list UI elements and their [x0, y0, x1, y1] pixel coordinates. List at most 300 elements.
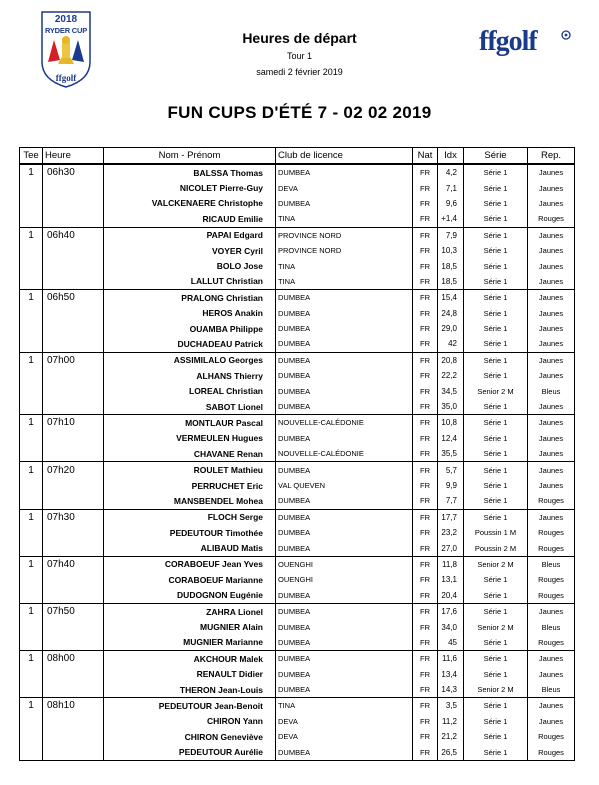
time-cell [43, 588, 104, 604]
tee-cell [20, 336, 43, 352]
handicap-index: 7,9 [438, 227, 464, 243]
nationality: FR [413, 306, 438, 321]
nationality: FR [413, 321, 438, 336]
tee-markers: Jaunes [528, 431, 575, 446]
handicap-index: 20,8 [438, 352, 464, 368]
club-name: NOUVELLE-CALÉDONIE [276, 446, 413, 462]
tee-cell [20, 714, 43, 729]
nationality: FR [413, 415, 438, 431]
player-name: PEDEUTOUR Timothée [104, 525, 276, 540]
club-name: DUMBEA [276, 290, 413, 306]
player-name: CORABOEUF Marianne [104, 572, 276, 587]
tee-cell: 1 [20, 603, 43, 619]
series: Série 1 [464, 258, 528, 273]
series: Série 1 [464, 714, 528, 729]
col-header-serie: Série [464, 148, 528, 165]
player-name: OUAMBA Philippe [104, 321, 276, 336]
time-cell [43, 258, 104, 273]
time-cell [43, 431, 104, 446]
tee-cell [20, 635, 43, 651]
tee-markers: Rouges [528, 540, 575, 556]
time-cell: 07h40 [43, 556, 104, 572]
series: Série 1 [464, 478, 528, 493]
tee-markers: Jaunes [528, 415, 575, 431]
tee-cell: 1 [20, 227, 43, 243]
handicap-index: 11,2 [438, 714, 464, 729]
tee-markers: Jaunes [528, 180, 575, 195]
table-row [20, 164, 575, 180]
series: Série 1 [464, 651, 528, 667]
handicap-index: 21,2 [438, 729, 464, 744]
player-name: DUDOGNON Eugénie [104, 588, 276, 604]
handicap-index: 15,4 [438, 290, 464, 306]
handicap-index: 34,5 [438, 383, 464, 398]
series: Série 1 [464, 462, 528, 478]
tee-markers: Jaunes [528, 603, 575, 619]
time-cell [43, 383, 104, 398]
table-row [20, 336, 575, 352]
table-row [20, 196, 575, 211]
col-header-tee: Tee [20, 148, 43, 165]
table-row [20, 525, 575, 540]
tee-markers: Jaunes [528, 698, 575, 714]
tee-cell [20, 383, 43, 398]
tee-cell [20, 211, 43, 227]
time-cell: 07h10 [43, 415, 104, 431]
series: Senior 2 M [464, 619, 528, 634]
handicap-index: 20,4 [438, 588, 464, 604]
time-cell [43, 525, 104, 540]
player-name: CORABOEUF Jean Yves [104, 556, 276, 572]
series: Série 1 [464, 180, 528, 195]
col-header-rep: Rep. [528, 148, 575, 165]
player-name: ZAHRA Lionel [104, 603, 276, 619]
table-row [20, 399, 575, 415]
series: Série 1 [464, 431, 528, 446]
start-times-table [19, 147, 575, 761]
handicap-index: 11,8 [438, 556, 464, 572]
nationality: FR [413, 729, 438, 744]
handicap-index: 11,6 [438, 651, 464, 667]
tee-cell: 1 [20, 415, 43, 431]
club-name: DUMBEA [276, 383, 413, 398]
time-cell [43, 493, 104, 509]
table-row [20, 274, 575, 290]
tee-cell [20, 744, 43, 760]
tee-markers: Jaunes [528, 478, 575, 493]
tee-markers: Jaunes [528, 667, 575, 682]
time-cell [43, 399, 104, 415]
player-name: PEDEUTOUR Jean-Benoit [104, 698, 276, 714]
series: Série 1 [464, 227, 528, 243]
time-cell: 07h00 [43, 352, 104, 368]
time-cell [43, 274, 104, 290]
player-name: VALCKENAERE Christophe [104, 196, 276, 211]
tee-markers: Bleus [528, 383, 575, 398]
tee-markers: Jaunes [528, 243, 575, 258]
tee-markers: Rouges [528, 744, 575, 760]
table-row [20, 493, 575, 509]
table-row [20, 478, 575, 493]
club-name: DUMBEA [276, 588, 413, 604]
tee-markers: Jaunes [528, 399, 575, 415]
tee-markers: Bleus [528, 619, 575, 634]
time-cell: 07h20 [43, 462, 104, 478]
tee-markers: Bleus [528, 556, 575, 572]
series: Série 1 [464, 509, 528, 525]
nationality: FR [413, 290, 438, 306]
club-name: DUMBEA [276, 603, 413, 619]
player-name: ASSIMILALO Georges [104, 352, 276, 368]
tee-markers: Jaunes [528, 352, 575, 368]
table-row [20, 243, 575, 258]
tee-cell [20, 399, 43, 415]
time-cell [43, 243, 104, 258]
tee-cell: 1 [20, 651, 43, 667]
player-name: CHAVANE Renan [104, 446, 276, 462]
handicap-index: 4,2 [438, 164, 464, 180]
club-name: DUMBEA [276, 509, 413, 525]
ryder-cup-ffgolf: ffgolf [55, 73, 77, 83]
player-name: LALLUT Christian [104, 274, 276, 290]
nationality: FR [413, 243, 438, 258]
tee-markers: Jaunes [528, 462, 575, 478]
time-cell [43, 336, 104, 352]
club-name: TINA [276, 698, 413, 714]
table-row [20, 509, 575, 525]
table-row [20, 619, 575, 634]
nationality: FR [413, 258, 438, 273]
club-name: DUMBEA [276, 164, 413, 180]
club-name: OUENGHI [276, 572, 413, 587]
tee-markers: Rouges [528, 572, 575, 587]
tee-markers: Jaunes [528, 258, 575, 273]
tee-cell: 1 [20, 164, 43, 180]
series: Poussin 2 M [464, 540, 528, 556]
handicap-index: 13,1 [438, 572, 464, 587]
time-cell: 06h40 [43, 227, 104, 243]
table-row [20, 383, 575, 398]
time-cell [43, 635, 104, 651]
player-name: PAPAI Edgard [104, 227, 276, 243]
club-name: TINA [276, 211, 413, 227]
time-cell: 08h10 [43, 698, 104, 714]
handicap-index: 9,6 [438, 196, 464, 211]
tee-markers: Jaunes [528, 368, 575, 383]
table-body [20, 164, 575, 760]
tee-cell [20, 525, 43, 540]
club-name: DUMBEA [276, 651, 413, 667]
series: Série 1 [464, 196, 528, 211]
ryder-cup-year: 2018 [54, 14, 78, 25]
tee-markers: Jaunes [528, 290, 575, 306]
time-cell: 06h50 [43, 290, 104, 306]
player-name: MUGNIER Alain [104, 619, 276, 634]
page-title: Heures de départ [242, 30, 357, 46]
handicap-index: 14,3 [438, 682, 464, 698]
tee-cell [20, 682, 43, 698]
nationality: FR [413, 352, 438, 368]
player-name: AKCHOUR Malek [104, 651, 276, 667]
nationality: FR [413, 572, 438, 587]
tee-cell [20, 446, 43, 462]
handicap-index: 18,5 [438, 274, 464, 290]
time-cell [43, 729, 104, 744]
nationality: FR [413, 462, 438, 478]
club-name: TINA [276, 258, 413, 273]
nationality: FR [413, 667, 438, 682]
player-name: PRALONG Christian [104, 290, 276, 306]
handicap-index: 3,5 [438, 698, 464, 714]
club-name: DUMBEA [276, 306, 413, 321]
tee-cell [20, 180, 43, 195]
handicap-index: 7,7 [438, 493, 464, 509]
handicap-index: 22,2 [438, 368, 464, 383]
series: Poussin 1 M [464, 525, 528, 540]
series: Série 1 [464, 603, 528, 619]
club-name: DEVA [276, 180, 413, 195]
nationality: FR [413, 651, 438, 667]
time-cell [43, 744, 104, 760]
time-cell [43, 446, 104, 462]
player-name: BOLO Jose [104, 258, 276, 273]
table-row [20, 698, 575, 714]
tee-markers: Rouges [528, 211, 575, 227]
player-name: HEROS Anakin [104, 306, 276, 321]
table-row [20, 290, 575, 306]
series: Série 1 [464, 588, 528, 604]
nationality: FR [413, 603, 438, 619]
nationality: FR [413, 478, 438, 493]
nationality: FR [413, 556, 438, 572]
tee-markers: Jaunes [528, 321, 575, 336]
club-name: DEVA [276, 714, 413, 729]
tee-cell: 1 [20, 462, 43, 478]
handicap-index: 35,5 [438, 446, 464, 462]
player-name: RENAULT Didier [104, 667, 276, 682]
date-label: samedi 2 février 2019 [256, 67, 343, 77]
club-name: DUMBEA [276, 682, 413, 698]
club-name: DUMBEA [276, 431, 413, 446]
handicap-index: 26,5 [438, 744, 464, 760]
handicap-index: 29,0 [438, 321, 464, 336]
player-name: MUGNIER Marianne [104, 635, 276, 651]
club-name: DUMBEA [276, 635, 413, 651]
club-name: DUMBEA [276, 540, 413, 556]
time-cell: 08h00 [43, 651, 104, 667]
handicap-index: 24,8 [438, 306, 464, 321]
series: Senior 2 M [464, 556, 528, 572]
series: Série 1 [464, 336, 528, 352]
ffgolf-wordmark: ffgolf [479, 26, 537, 57]
time-cell [43, 211, 104, 227]
nationality: FR [413, 227, 438, 243]
player-name: VOYER Cyril [104, 243, 276, 258]
nationality: FR [413, 431, 438, 446]
player-name: ROULET Mathieu [104, 462, 276, 478]
tee-markers: Jaunes [528, 227, 575, 243]
tee-markers: Rouges [528, 635, 575, 651]
time-cell [43, 196, 104, 211]
table-row [20, 540, 575, 556]
club-name: DEVA [276, 729, 413, 744]
handicap-index: +1,4 [438, 211, 464, 227]
player-name: NICOLET Pierre-Guy [104, 180, 276, 195]
club-name: DUMBEA [276, 196, 413, 211]
table-header-row [20, 148, 575, 165]
table-row [20, 572, 575, 587]
handicap-index: 17,7 [438, 509, 464, 525]
tee-cell [20, 493, 43, 509]
table-row [20, 714, 575, 729]
table-row [20, 651, 575, 667]
series: Série 1 [464, 729, 528, 744]
player-name: VERMEULEN Hugues [104, 431, 276, 446]
tee-markers: Jaunes [528, 164, 575, 180]
table-row [20, 227, 575, 243]
tee-cell [20, 243, 43, 258]
series: Série 1 [464, 635, 528, 651]
tee-cell: 1 [20, 698, 43, 714]
club-name: PROVINCE NORD [276, 243, 413, 258]
time-cell: 07h30 [43, 509, 104, 525]
handicap-index: 27,0 [438, 540, 464, 556]
handicap-index: 17,6 [438, 603, 464, 619]
time-cell [43, 478, 104, 493]
club-name: DUMBEA [276, 399, 413, 415]
nationality: FR [413, 635, 438, 651]
handicap-index: 5,7 [438, 462, 464, 478]
table-row [20, 635, 575, 651]
handicap-index: 18,5 [438, 258, 464, 273]
table-row [20, 682, 575, 698]
table-row [20, 180, 575, 195]
time-cell [43, 180, 104, 195]
player-name: CHIRON Geneviève [104, 729, 276, 744]
tee-markers: Rouges [528, 493, 575, 509]
series: Série 1 [464, 368, 528, 383]
player-name: ALHANS Thierry [104, 368, 276, 383]
tee-cell [20, 258, 43, 273]
tee-cell [20, 274, 43, 290]
table-row [20, 462, 575, 478]
time-cell [43, 540, 104, 556]
series: Série 1 [464, 667, 528, 682]
handicap-index: 23,2 [438, 525, 464, 540]
handicap-index: 42 [438, 336, 464, 352]
nationality: FR [413, 196, 438, 211]
handicap-index: 12,4 [438, 431, 464, 446]
nationality: FR [413, 368, 438, 383]
nationality: FR [413, 714, 438, 729]
player-name: LOREAL Christian [104, 383, 276, 398]
table-row [20, 321, 575, 336]
tee-cell [20, 619, 43, 634]
time-cell [43, 619, 104, 634]
player-name: THERON Jean-Louis [104, 682, 276, 698]
table-row [20, 556, 575, 572]
club-name: PROVINCE NORD [276, 227, 413, 243]
player-name: DUCHADEAU Patrick [104, 336, 276, 352]
tee-cell [20, 540, 43, 556]
tee-cell [20, 588, 43, 604]
club-name: TINA [276, 274, 413, 290]
table-row [20, 368, 575, 383]
club-name: DUMBEA [276, 336, 413, 352]
nationality: FR [413, 336, 438, 352]
club-name: VAL QUEVEN [276, 478, 413, 493]
series: Série 1 [464, 698, 528, 714]
col-header-idx: Idx [438, 148, 464, 165]
handicap-index: 45 [438, 635, 464, 651]
player-name: MONTLAUR Pascal [104, 415, 276, 431]
player-name: CHIRON Yann [104, 714, 276, 729]
series: Série 1 [464, 415, 528, 431]
tee-markers: Rouges [528, 588, 575, 604]
series: Série 1 [464, 744, 528, 760]
club-name: DUMBEA [276, 525, 413, 540]
player-name: SABOT Lionel [104, 399, 276, 415]
ryder-cup-name: RYDER CUP [44, 26, 88, 35]
time-cell [43, 714, 104, 729]
nationality: FR [413, 180, 438, 195]
tee-cell: 1 [20, 509, 43, 525]
club-name: DUMBEA [276, 321, 413, 336]
time-cell [43, 572, 104, 587]
series: Série 1 [464, 321, 528, 336]
col-header-club: Club de licence [276, 148, 413, 165]
handicap-index: 34,0 [438, 619, 464, 634]
tee-cell [20, 431, 43, 446]
tee-markers: Rouges [528, 729, 575, 744]
player-name: PERRUCHET Eric [104, 478, 276, 493]
tee-markers: Jaunes [528, 196, 575, 211]
series: Série 1 [464, 399, 528, 415]
tee-cell [20, 667, 43, 682]
nationality: FR [413, 744, 438, 760]
nationality: FR [413, 164, 438, 180]
handicap-index: 13,4 [438, 667, 464, 682]
tee-cell: 1 [20, 352, 43, 368]
tee-markers: Jaunes [528, 306, 575, 321]
tee-cell [20, 729, 43, 744]
tee-markers: Jaunes [528, 651, 575, 667]
nationality: FR [413, 698, 438, 714]
player-name: PEDEUTOUR Aurélie [104, 744, 276, 760]
table-row [20, 667, 575, 682]
tee-cell [20, 572, 43, 587]
tee-markers: Bleus [528, 682, 575, 698]
player-name: ALIBAUD Matis [104, 540, 276, 556]
table-row [20, 729, 575, 744]
time-cell [43, 667, 104, 682]
col-header-time: Heure [43, 148, 104, 165]
club-name: DUMBEA [276, 619, 413, 634]
time-cell [43, 682, 104, 698]
tee-markers: Rouges [528, 525, 575, 540]
handicap-index: 9,9 [438, 478, 464, 493]
series: Série 1 [464, 572, 528, 587]
handicap-index: 35,0 [438, 399, 464, 415]
time-cell [43, 321, 104, 336]
time-cell: 06h30 [43, 164, 104, 180]
tee-cell [20, 321, 43, 336]
tee-markers: Jaunes [528, 714, 575, 729]
tee-cell: 1 [20, 556, 43, 572]
table-row [20, 744, 575, 760]
series: Série 1 [464, 164, 528, 180]
table-row [20, 352, 575, 368]
